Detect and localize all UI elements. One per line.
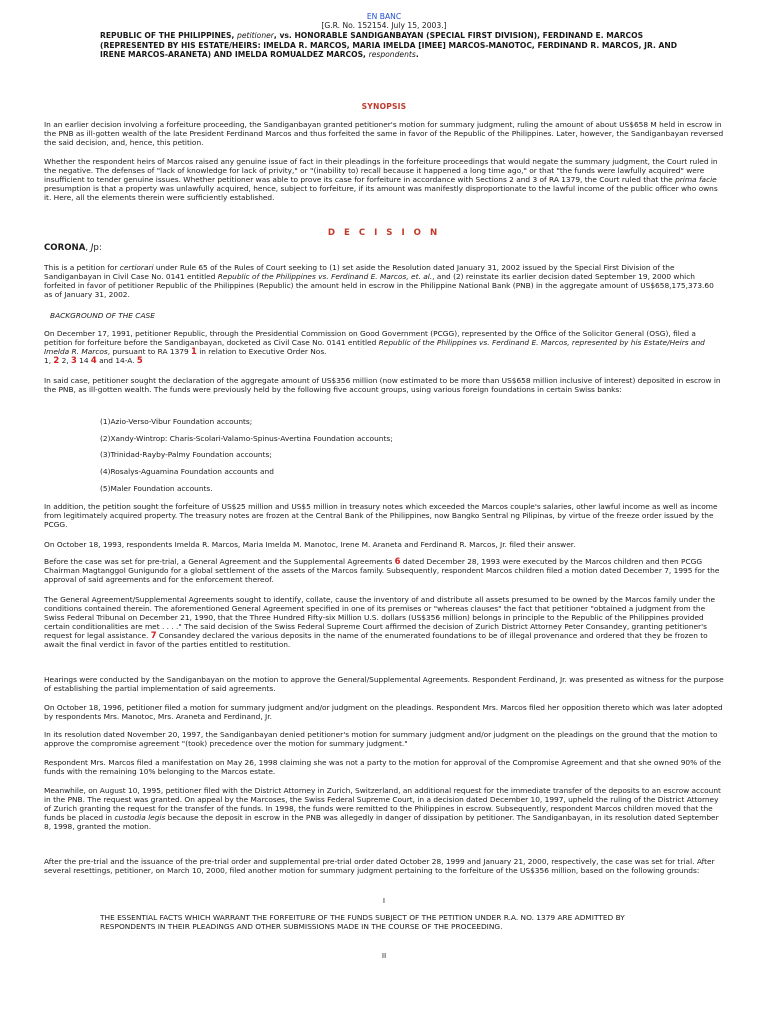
decision-paragraph-7: [44, 595, 724, 649]
background-heading: BACKGROUND OF THE CASE: [50, 311, 155, 320]
paragraph-text: Before the case was set for pre-trial, a General Agreement and the Supplemental Agreements: [44, 557, 395, 566]
en-banc-link[interactable]: EN BANC: [366, 12, 402, 21]
decision-paragraph-4: In addition, the petition sought the forfeiture of US$25 million and US$5 million in treasury notes which exceeded the Marcos couple's salaries, other lawful income as well as income from legitimately acquired property. The treasury notes are frozen at the Central Bank of the Philippines, now Bangko Sentral ng Pilipinas, by virtue of the freeze order issued by the PCGG.: [44, 502, 718, 529]
paragraph-text: because the deposit in escrow in the PNB was allegedly in danger of dissipation by petitioner. The Sandiganbayan, in its resolution dated September 8, 1998, granted the motion.: [44, 813, 719, 831]
paragraph-text: The General Agreement/Supplemental Agreements sought to identify, collate, cause the inventory of and distribute all assets presumed to be owned by the Marcos family under the conditions contained therein. The aforementioned General Agreement specified in one of its premises or "whereas clauses" the fact that petitioner "obtained a judgment from the Swiss Federal Tribunal on December 21, 1990, that the Three Hundred Fifty-six Million U.S. dollars (US$356 million) belongs in principle to the Republic of the Philippines provided certain conditionalities are met . . . ." The said decision of the Swiss Federal Supreme Court affirmed the decision of Zurich District Attorney Peter Consandey, granting petitioner's request for legal assistance.: [44, 595, 715, 640]
footnote-link-5[interactable]: 5: [136, 355, 143, 365]
ground-number-2: II: [381, 951, 387, 960]
synopsis-paragraph-2: [44, 157, 724, 202]
latin-term: prima facie: [675, 175, 717, 184]
decision-paragraph-8: Hearings were conducted by the Sandiganbayan on the motion to approve the General/Supplemental Agreements. Respondent Ferdinand, Jr. was presented as witness for the purpose of establishing the partial implementation of said agreements.: [44, 675, 724, 693]
footnote-link-1[interactable]: 1: [191, 346, 197, 356]
decision-paragraph-2: [44, 329, 724, 365]
footnote-link-3[interactable]: 3: [70, 355, 77, 365]
ponente-suffix: p:: [93, 243, 102, 253]
case-number: [G.R. No. 152154. July 15, 2003.]: [321, 21, 447, 30]
footnote-link-2[interactable]: 2: [53, 355, 60, 365]
paragraph-text: On December 17, 1991, petitioner Republic, through the Presidential Commission on Good Government (PCGG), represented by the Office of the Solicitor General (OSG), filed a petition for forfeiture before the Sandiganbayan, docketed as Civil Case No. 0141 entitled: [44, 329, 696, 347]
eo-list: 1,: [44, 356, 54, 365]
decision-paragraph-13: After the pre-trial and the issuance of the pre-trial order and supplemental pre-trial order dated October 28, 1999 and January 21, 2000, respectively, the case was set for trial. After several resettings, petitioner, on March 10, 2000, filed another motion for summary judgment pertaining to the forfeiture of the US$356 million, based on the following grounds:: [44, 857, 715, 875]
synopsis-text: presumption is that a property was unlawfully acquired, hence, subject to forfeiture, if its amount was manifestly disproportionate to the lawful income of the public officer who owns it. Here, all the elements therein were sufficiently established.: [44, 184, 718, 202]
account-item: (5)Maler Foundation accounts.: [100, 484, 213, 493]
paragraph-text: in relation to Executive Order Nos.: [196, 347, 327, 356]
decision-paragraph-5: On October 18, 1993, respondents Imelda R. Marcos, Maria Imelda M. Manotoc, Irene M. Araneta and Ferdinand R. Marcos, Jr. filed their answer.: [44, 540, 576, 549]
paragraph-text: under Rule 65 of the Rules of Court seeking to (1) set aside the Resolution dated January 31, 2002 issued by the Special First Division of the Sandiganbayan in Civil Case No. 0141 entitled: [44, 263, 675, 281]
account-item: (3)Trinidad-Rayby-Palmy Foundation accounts;: [100, 450, 272, 459]
decision-paragraph-6: [44, 557, 724, 584]
decision-paragraph-3: In said case, petitioner sought the declaration of the aggregate amount of US$356 million (now estimated to be more than US$658 million inclusive of interest) deposited in escrow in the PNB, as ill-gotten wealth. The funds were previously held by the following five account groups, using various foreign foundations in certain Swiss banks:: [44, 376, 721, 394]
synopsis-heading: SYNOPSIS: [361, 102, 407, 111]
paragraph-text: , and (2) reinstate its earlier decision dated September 19, 2000 which forfeited in favor of petitioner Republic of the Philippines (Republic) the amount held in escrow in the Philippine National Bank (PNB) in the aggregate amount of US$658,175,373.60 as of January 31, 2002.: [44, 272, 714, 299]
paragraph-text: This is a petition for: [44, 263, 120, 272]
latin-term: custodia legis: [114, 813, 166, 822]
ponente-name: CORONA: [44, 243, 86, 253]
case-title: Republic of the Philippines vs. Ferdinand E. Marcos, represented by his Estate/Heirs and Imelda R. Marcos: [44, 338, 705, 356]
ponente-title: J: [90, 243, 94, 253]
decision-heading: D E C I S I O N: [327, 228, 441, 238]
synopsis-text: Whether the respondent heirs of Marcos raised any genuine issue of fact in their pleadings in the forfeiture proceedings that would negate the summary judgment, the Court ruled in the negative. The defenses of "lack of knowledge for lack of privity," or "(inability to) recall because it happened a long time ago," or that "the funds were lawfully acquired" were insufficient to tender genuine issues. Whether petitioner was able to prove its case for forfeiture in accordance with Sections 2 and 3 of RA 1379, the Court ruled that the: [44, 157, 718, 184]
case-title: Republic of the Philippines vs. Ferdinand E. Marcos, et. al.: [217, 272, 433, 281]
ponente: [44, 244, 102, 253]
ground-text-1: THE ESSENTIAL FACTS WHICH WARRANT THE FORFEITURE OF THE FUNDS SUBJECT OF THE PETITION UNDER R.A. NO. 1379 ARE ADMITTED BY RESPONDENTS IN THEIR PLEADINGS AND OTHER SUBMISSIONS MADE IN THE COURSE OF THE PROCEEDING.: [100, 913, 625, 931]
decision-paragraph-1: [44, 263, 724, 299]
footnote-link-6[interactable]: 6: [394, 556, 401, 566]
decision-paragraph-9: On October 18, 1996, petitioner filed a motion for summary judgment and/or judgment on the pleadings. Respondent Mrs. Marcos filed her opposition thereto which was later adopted by respondents Mrs. Manotoc, Mrs. Araneta and Ferdinand, Jr.: [44, 703, 723, 721]
decision-paragraph-10: In its resolution dated November 20, 1997, the Sandiganbayan denied petitioner's motion for summary judgment and/or judgment on the pleadings on the ground that the motion to approve the compromise agreement "(took) precedence over the motion for summary judgment.": [44, 730, 718, 748]
remedy-term: certiorari: [119, 263, 154, 272]
eo-list: 14: [76, 356, 91, 365]
petitioner-role: petitioner: [237, 31, 274, 40]
footnote-link-4[interactable]: 4: [90, 355, 97, 365]
respondents-role: respondents: [368, 50, 416, 59]
account-item: (4)Rosalys-Aguamina Foundation accounts and: [100, 467, 274, 476]
footnote-link-7[interactable]: 7: [150, 630, 157, 640]
decision-paragraph-12: [44, 786, 724, 831]
eo-list: and 14-A.: [96, 356, 137, 365]
respondents-names: , vs. HONORABLE SANDIGANBAYAN (SPECIAL FIRST DIVISION), FERDINAND E. MARCOS (REPRESENTED BY HIS ESTATE/HEIRS: IMELDA R. MARCOS, MARIA IMELDA [IMEE] MARCOS-MANOTOC, FERDINAND R. MARCOS, JR. AND IRENE MARCOS-ARANETA) AND IMELDA ROMUALDEZ MARCOS: [100, 31, 678, 59]
eo-list: 2,: [59, 356, 71, 365]
case-parties: REPUBLIC OF THE PHILIPPINES, petitioner, vs. HONORABLE SANDIGANBAYAN (SPECIAL FIRST DIVISION), FERDINAND E. MARCOS (REPRESENTED BY HIS ESTATE/HEIRS: IMELDA R. MARCOS, MARIA IMELDA [IMEE] MARCOS-MANOTOC, FERDINAND R. MARCOS, JR. AND IRENE MARCOS-ARANETA) AND IMELDA ROMUALDEZ MARCOS, respondents.: [100, 31, 678, 59]
paragraph-text: Consandey declared the various deposits in the name of the enumerated foundations to be of illegal provenance and ordered that they be frozen to await the final verdict in favor of the parties entitled to restitution.: [44, 631, 708, 649]
paragraph-text: Meanwhile, on August 10, 1995, petitioner filed with the District Attorney in Zurich, Switzerland, an additional request for the immediate transfer of the deposits to an escrow account in the PNB. The request was granted. On appeal by the Marcoses, the Swiss Federal Supreme Court, in a decision dated December 10, 1997, upheld the ruling of the District Attorney of Zurich granting the request for the transfer of the funds. In 1998, the funds were remitted to the Philippines in escrow. Subsequently, respondent Marcos children moved that the funds be placed in: [44, 786, 721, 822]
account-item: (2)Xandy-Wintrop: Charis-Scolari-Valamo-Spinus-Avertina Foundation accounts;: [100, 434, 393, 443]
petitioner-name: REPUBLIC OF THE PHILIPPINES: [100, 31, 232, 40]
account-item: (1)Azio-Verso-Vibur Foundation accounts;: [100, 417, 253, 426]
synopsis-paragraph-1: In an earlier decision involving a forfeiture proceeding, the Sandiganbayan granted petitioner's motion for summary judgment, ruling the amount of about US$658 M held in escrow in the PNB as ill-gotten wealth of the late President Ferdinand Marcos and thus forfeited the same in favor of the Republic of the Philippines. Later, however, the Sandiganbayan reversed the said decision, and, hence, this petition.: [44, 120, 724, 147]
paragraph-text: , pursuant to RA 1379: [107, 347, 192, 356]
ponente-comma: ,: [85, 243, 91, 253]
paragraph-text: dated December 28, 1993 were executed by the Marcos children and then PCGG Chairman Magtanggol Gunigundo for a global settlement of the assets of the Marcos family. Subsequently, respondent Marcos children filed a motion dated December 7, 1995 for the approval of said agreements and for the enforcement thereof.: [44, 557, 720, 584]
ground-number-1: I: [382, 896, 386, 905]
decision-paragraph-11: Respondent Mrs. Marcos filed a manifestation on May 26, 1998 claiming she was not a party to the motion for approval of the Compromise Agreement and that she owned 90% of the funds with the remaining 10% belonging to the Marcos estate.: [44, 758, 722, 776]
